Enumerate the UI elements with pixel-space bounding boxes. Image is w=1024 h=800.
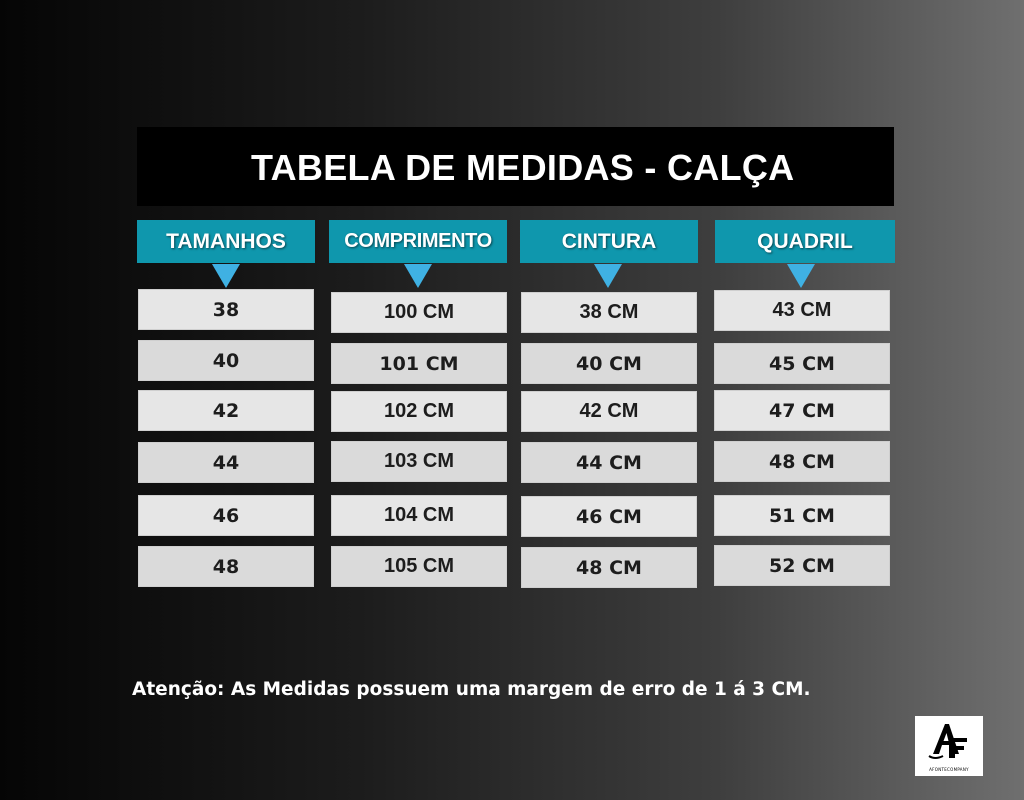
length-cell: 105 CM xyxy=(331,546,507,587)
hip-cell: 43 CM xyxy=(714,290,890,331)
waist-cell: 44 CM xyxy=(521,442,697,483)
hip-cell: 45 CM xyxy=(714,343,890,384)
arrow-down-icon xyxy=(594,264,622,288)
arrow-down-icon xyxy=(787,264,815,288)
size-cell: 40 xyxy=(138,340,314,381)
af-monogram-logo-icon xyxy=(915,716,983,764)
column-header-comprimento: COMPRIMENTO xyxy=(329,220,507,263)
arrow-down-icon xyxy=(212,264,240,288)
length-cell: 103 CM xyxy=(331,441,507,482)
title-bar xyxy=(137,127,894,206)
hip-cell: 48 CM xyxy=(714,441,890,482)
hip-cell: 51 CM xyxy=(714,495,890,536)
waist-cell: 46 CM xyxy=(521,496,697,537)
length-cell: 100 CM xyxy=(331,292,507,333)
waist-cell: 42 CM xyxy=(521,391,697,432)
logo-text: AFONTECOMPANY xyxy=(929,767,969,772)
size-cell: 38 xyxy=(138,289,314,330)
waist-cell: 38 CM xyxy=(521,292,697,333)
hip-cell: 52 CM xyxy=(714,545,890,586)
waist-cell: 40 CM xyxy=(521,343,697,384)
brand-logo xyxy=(915,716,983,776)
size-cell: 48 xyxy=(138,546,314,587)
hip-cell: 47 CM xyxy=(714,390,890,431)
measurement-note: Atenção: As Medidas possuem uma margem de erro de 1 á 3 CM. xyxy=(132,679,811,700)
column-header-quadril: QUADRIL xyxy=(715,220,895,263)
page-title: TABELA DE MEDIDAS - CALÇA xyxy=(251,147,795,188)
size-cell: 42 xyxy=(138,390,314,431)
size-cell: 44 xyxy=(138,442,314,483)
size-cell: 46 xyxy=(138,495,314,536)
column-header-cintura: CINTURA xyxy=(520,220,698,263)
waist-cell: 48 CM xyxy=(521,547,697,588)
length-cell: 102 CM xyxy=(331,391,507,432)
length-cell: 101 CM xyxy=(331,343,507,384)
length-cell: 104 CM xyxy=(331,495,507,536)
column-header-tamanhos: TAMANHOS xyxy=(137,220,315,263)
arrow-down-icon xyxy=(404,264,432,288)
